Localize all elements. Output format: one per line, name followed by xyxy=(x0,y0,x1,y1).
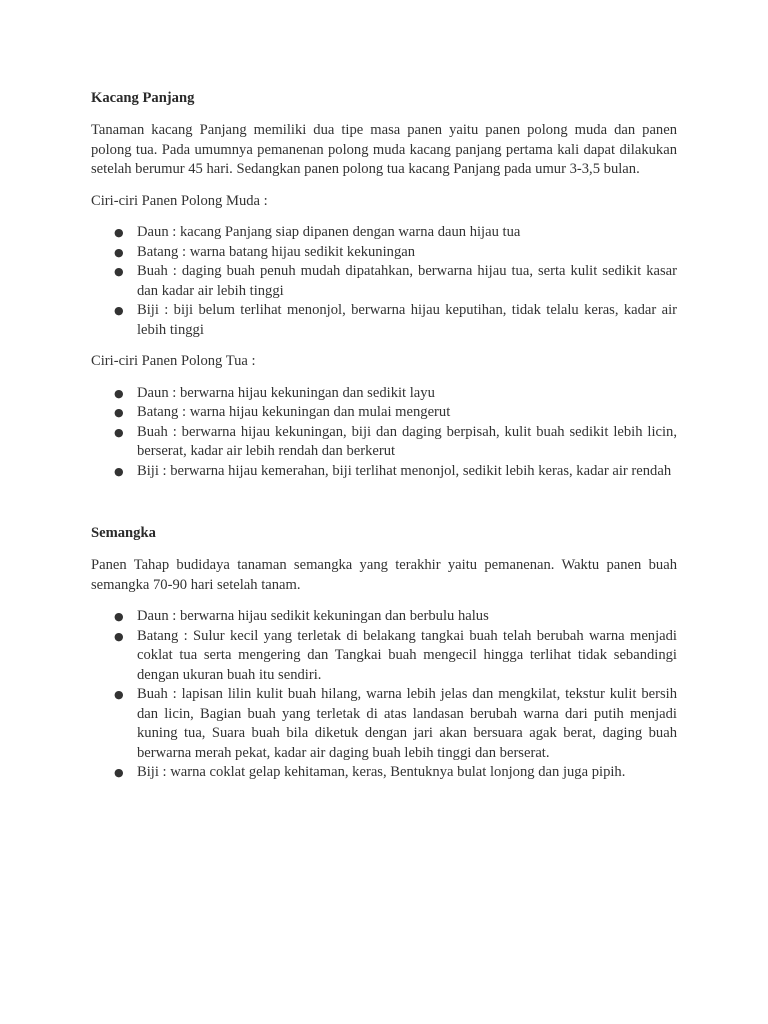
list-item: ● Daun : berwarna hijau kekuningan dan sedikit layu xyxy=(91,384,677,404)
intro-paragraph-kacang: Tanaman kacang Panjang memiliki dua tipe masa panen yaitu panen polong muda dan panen polong tua. Pada umumnya pemanenan polong muda kacang panjang pertama kali dapat dilakukan setelah berumur 45 hari. Sedangkan panen polong tua kacang Panjang pada umur 3-3,5 bulan. xyxy=(91,122,677,177)
list-item: ● Biji : biji belum terlihat menonjol, berwarna hijau keputihan, tidak telalu keras, kadar air lebih tinggi xyxy=(114,302,677,338)
list-item: ● Biji : warna coklat gelap kehitaman, keras, Bentuknya bulat lonjong dan juga pipih. xyxy=(91,763,677,783)
list-item: ● Batang : warna batang hijau sedikit kekuningan xyxy=(91,243,677,263)
list-polong-tua xyxy=(91,384,677,482)
bullet-icon: ● xyxy=(114,406,124,419)
document-page xyxy=(91,88,677,783)
list-item: ● Buah : daging buah penuh mudah dipatahkan, berwarna hijau tua, serta kulit sedikit kasar dan kadar air lebih tinggi xyxy=(114,263,677,299)
intro-paragraph-semangka: Panen Tahap budidaya tanaman semangka yang terakhir yaitu pemanenan. Waktu panen buah semangka 70-90 hari setelah tanam. xyxy=(91,557,677,593)
bullet-icon: ● xyxy=(114,425,124,439)
bullet-icon: ● xyxy=(114,688,124,701)
bullet-icon: ● xyxy=(114,610,124,623)
list-item: ● Daun : berwarna hijau sedikit kekuningan dan berbulu halus xyxy=(91,607,677,627)
heading-polong-tua: Ciri-ciri Panen Polong Tua : xyxy=(91,353,256,369)
list-semangka xyxy=(91,607,677,783)
list-item: ● Daun : kacang Panjang siap dipanen dengan warna daun hijau tua xyxy=(91,223,677,243)
bullet-icon: ● xyxy=(114,386,124,400)
heading-polong-muda: Ciri-ciri Panen Polong Muda : xyxy=(91,192,268,209)
list-item: ● Batang : warna hijau kekuningan dan mulai mengerut xyxy=(91,403,677,423)
bullet-icon: ● xyxy=(114,629,124,643)
bullet-icon: ● xyxy=(114,226,124,239)
list-polong-muda xyxy=(91,223,677,340)
bullet-icon: ● xyxy=(114,766,124,779)
list-item: ● Batang : Sulur kecil yang terletak di belakang tangkai buah telah berubah warna menjadi coklat tua serta mengering dan Tangkai buah mengecil hingga terlihat tidak sebandingi dengan ukuran buah itu sendiri. xyxy=(114,627,677,683)
list-item: ● Buah : berwarna hijau kekuningan, biji dan daging berpisah, kulit buah sedikit lebih licin, berserat, kadar air lebih rendah dan berkerut xyxy=(114,423,677,459)
bullet-icon: ● xyxy=(114,245,124,259)
bullet-icon: ● xyxy=(114,304,124,317)
section-title-semangka: Semangka xyxy=(91,525,156,541)
list-item: ● Biji : berwarna hijau kemerahan, biji terlihat menonjol, sedikit lebih keras, kadar air rendah xyxy=(91,462,677,482)
bullet-icon: ● xyxy=(114,265,124,278)
section-title-kacang-panjang: Kacang Panjang xyxy=(91,90,195,106)
bullet-icon: ● xyxy=(114,464,124,478)
list-item: ● Buah : lapisan lilin kulit buah hilang, warna lebih jelas dan mengkilat, tekstur kulit bersih dan licin, Bagian buah yang terletak di atas landasan berubah warna dari putih menjadi kuning tua, Suara buah bila diketuk dengan jari akan bersuara agak berat, daging buah berwarna merah pekat, kadar air daging buah lebih tinggi dan berserat. xyxy=(114,686,677,761)
